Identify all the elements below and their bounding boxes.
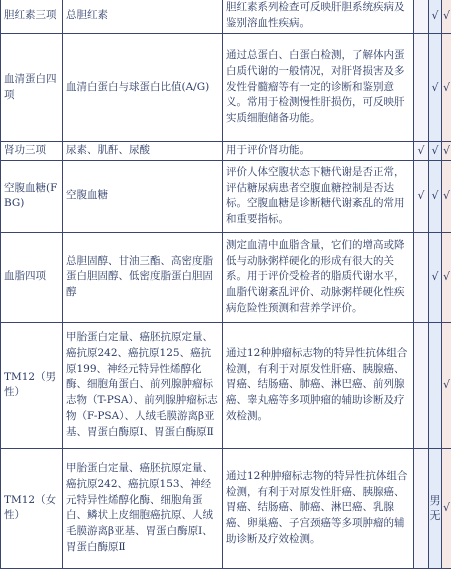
table-row [1, 232, 451, 322]
package-mark-cell: √ [414, 160, 429, 232]
item-name-cell: 血脂四项 [1, 232, 63, 322]
package-mark-cell: √ [429, 232, 442, 322]
item-description-cell: 评价人体空腹状态下糖代谢是否正常，评估糖尿病患者空腹血糖控制是否达标。空腹血糖是诊断糖代谢紊乱的常用和重要指标。 [223, 160, 414, 232]
item-name-cell: TM12（男性） [1, 322, 63, 448]
package-mark-cell [414, 34, 429, 142]
package-mark-cell: 男无 [429, 448, 442, 568]
item-name-cell: 胆红素三项 [1, 0, 63, 34]
item-description-cell: 通过12种肿瘤标志物的特异性抗体组合检测，有利于对原发性肝癌、胰腺癌、胃癌、结肠癌、肺癌、淋巴癌、乳腺癌、卵巢癌、子宫颈癌等多项肿瘤的辅助诊断及疗效检测。 [223, 448, 414, 568]
package-mark-cell: √ [442, 448, 451, 568]
package-mark-cell [414, 0, 429, 34]
item-contents-cell: 尿素、肌酐、尿酸 [63, 142, 223, 161]
package-mark-cell: √ [442, 322, 451, 448]
item-name-cell: 血清蛋白四项 [1, 34, 63, 142]
item-description-cell: 用于评价肾功能。 [223, 142, 414, 161]
package-mark-cell [414, 448, 429, 568]
item-contents-cell: 甲胎蛋白定量、癌胚抗原定量、癌抗原242、癌抗原153、神经元特异性烯醇化酶、细胞角蛋白、鳞状上皮细胞癌抗原、人绒毛膜游离β亚基、胃蛋白酶原Ⅰ、胃蛋白酶原Ⅱ [63, 448, 223, 568]
package-mark-cell: √ [442, 232, 451, 322]
item-description-cell: 通过总蛋白、白蛋白检测，了解体内蛋白质代谢的一般情况，对肝肾损害及多发性骨髓瘤等有一定的诊断和鉴别意义。常用于检测慢性肝损伤，可反映肝实质细胞储备功能。 [223, 34, 414, 142]
item-description-cell: 胆红素系列检查可反映肝胆系统疾病及鉴别溶血性疾病。 [223, 0, 414, 34]
table-row [1, 142, 451, 161]
table-row [1, 448, 451, 568]
item-name-cell: 空腹血糖(FBG) [1, 160, 63, 232]
item-description-cell: 通过12种肿瘤标志物的特异性抗体组合检测，有利于对原发性肝癌、胰腺癌、胃癌、结肠癌、肺癌、淋巴癌、前列腺癌、睾丸癌等多项肿瘤的辅助诊断及疗效检测。 [223, 322, 414, 448]
item-name-cell: 肾功三项 [1, 142, 63, 161]
table-row [1, 0, 451, 34]
package-mark-cell [429, 322, 442, 448]
package-mark-cell: √ [414, 142, 429, 161]
table-row [1, 322, 451, 448]
package-mark-cell: √ [429, 0, 442, 34]
table-row [1, 160, 451, 232]
item-contents-cell: 血清白蛋白与球蛋白比值(A/G) [63, 34, 223, 142]
item-contents-cell: 空腹血糖 [63, 160, 223, 232]
item-contents-cell: 总胆红素 [63, 0, 223, 34]
package-mark-cell: √ [429, 160, 442, 232]
item-description-cell: 测定血清中血脂含量，它们的增高或降低与动脉粥样硬化的形成有很大的关系。用于评价受检者的脂质代谢水平，血脂代谢紊乱评价、动脉粥样硬化性疾病危险性预测和营养学评价。 [223, 232, 414, 322]
package-mark-cell: √ [429, 34, 442, 142]
package-mark-cell: √ [442, 34, 451, 142]
package-mark-cell: √ [429, 142, 442, 161]
table-row [1, 34, 451, 142]
package-mark-cell: √ [442, 142, 451, 161]
package-mark-cell: √ [442, 160, 451, 232]
package-mark-cell: √ [442, 0, 451, 34]
item-name-cell: TM12（女性） [1, 448, 63, 568]
package-mark-cell [414, 232, 429, 322]
item-contents-cell: 总胆固醇、甘油三酯、高密度脂蛋白胆固醇、低密度脂蛋白胆固醇 [63, 232, 223, 322]
package-mark-cell [414, 322, 429, 448]
item-contents-cell: 甲胎蛋白定量、癌胚抗原定量、癌抗原242、癌抗原125、癌抗原199、神经元特异性烯醇化酶、细胞角蛋白、前列腺肿瘤标志物（T-PSA）、前列腺肿瘤标志物（F-PSA）、人绒毛膜游离β亚基、胃蛋白酶原Ⅰ、胃蛋白酶原Ⅱ [63, 322, 223, 448]
